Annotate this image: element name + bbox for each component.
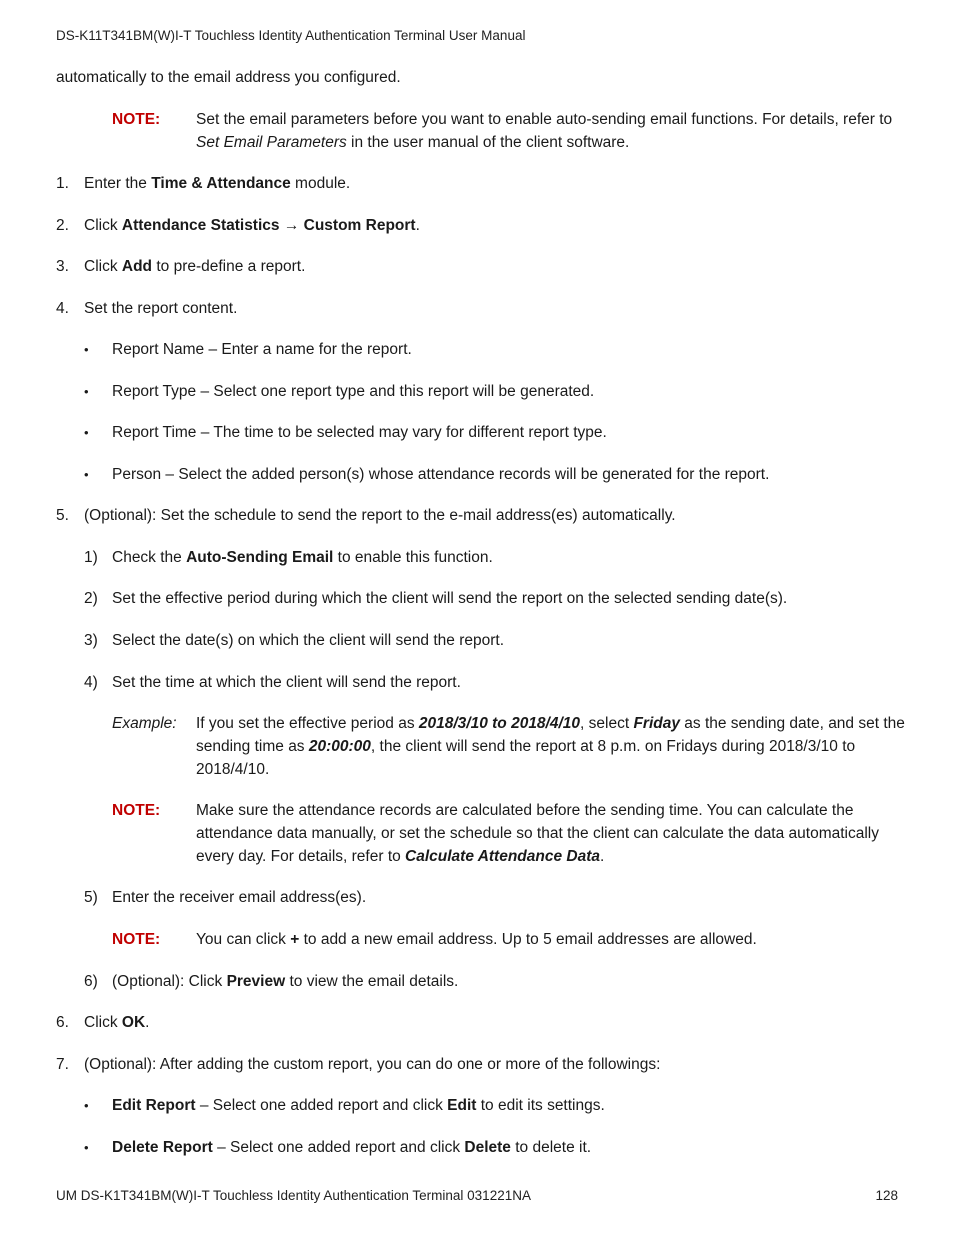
step-text: (Optional): Set the schedule to send the report to the e-mail address(es) automatically.	[84, 507, 676, 524]
step-number: 1.	[56, 175, 69, 192]
step-text: (Optional): After adding the custom report, you can do one or more of the followings:	[84, 1056, 661, 1073]
step-text: Set the report content.	[84, 300, 238, 317]
note-text: Make sure the attendance records are calculated before the sending time. You can calculate the attendance data manually, or set the schedule so that the client can calculate the data automatically every day. For details, refer to Calculate Attendance Data.	[196, 802, 879, 865]
substep-text: Enter the receiver email address(es).	[112, 889, 367, 906]
running-header: DS-K11T341BM(W)I-T Touchless Identity Authentication Terminal User Manual	[56, 28, 526, 43]
example-text: If you set the effective period as 2018/3/10 to 2018/4/10, select Friday as the sending date, and set the sending time as 20:00:00, the client will send the report at 8 p.m. on Fridays during 2018/3/10 to 2018/4/10.	[196, 715, 905, 778]
step-number: 2.	[56, 217, 69, 234]
bullet-icon: •	[84, 425, 89, 440]
substep-number: 5)	[84, 889, 98, 906]
step-text: Click Attendance Statistics → Custom Report.	[84, 217, 420, 234]
step-number: 3.	[56, 258, 69, 275]
list-item: Edit Report – Select one added report and click Edit to edit its settings.	[112, 1097, 605, 1114]
substep-number: 2)	[84, 590, 98, 607]
list-item: Person – Select the added person(s) whose attendance records will be generated for the report.	[112, 466, 770, 483]
list-item: Delete Report – Select one added report and click Delete to delete it.	[112, 1139, 592, 1156]
step-number: 7.	[56, 1056, 69, 1073]
intro-text: automatically to the email address you configured.	[56, 69, 401, 86]
step-text: Enter the Time & Attendance module.	[84, 175, 351, 192]
substep-text: (Optional): Click Preview to view the email details.	[112, 973, 459, 990]
step-text: Click OK.	[84, 1014, 150, 1031]
bullet-icon: •	[84, 1098, 89, 1113]
substep-number: 1)	[84, 549, 98, 566]
page-number: 128	[875, 1188, 898, 1203]
list-item: Report Name – Enter a name for the report.	[112, 341, 412, 358]
list-item: Report Type – Select one report type and this report will be generated.	[112, 383, 595, 400]
substep-text: Set the effective period during which the client will send the report on the selected sending date(s).	[112, 590, 788, 607]
substep-number: 3)	[84, 632, 98, 649]
substep-text: Set the time at which the client will send the report.	[112, 674, 461, 691]
step-number: 5.	[56, 507, 69, 524]
example-label: Example:	[112, 715, 177, 732]
substep-number: 6)	[84, 973, 98, 990]
step-number: 6.	[56, 1014, 69, 1031]
note-text: You can click + to add a new email address. Up to 5 email addresses are allowed.	[196, 931, 757, 948]
note-text: Set the email parameters before you want to enable auto-sending email functions. For details, refer to Set Email Parameters in the user manual of the client software.	[196, 111, 893, 151]
note-label: NOTE:	[112, 931, 161, 948]
note-label: NOTE:	[112, 111, 161, 128]
step-text: Click Add to pre-define a report.	[84, 258, 306, 275]
substep-text: Select the date(s) on which the client will send the report.	[112, 632, 505, 649]
footer-document-id: UM DS-K1T341BM(W)I-T Touchless Identity Authentication Terminal 031221NA	[56, 1188, 531, 1203]
bullet-icon: •	[84, 1140, 89, 1155]
substep-text: Check the Auto-Sending Email to enable this function.	[112, 549, 493, 566]
bullet-icon: •	[84, 342, 89, 357]
list-item: Report Time – The time to be selected may vary for different report type.	[112, 424, 607, 441]
step-number: 4.	[56, 300, 69, 317]
bullet-icon: •	[84, 467, 89, 482]
bullet-icon: •	[84, 384, 89, 399]
substep-number: 4)	[84, 674, 98, 691]
note-label: NOTE:	[112, 802, 161, 819]
